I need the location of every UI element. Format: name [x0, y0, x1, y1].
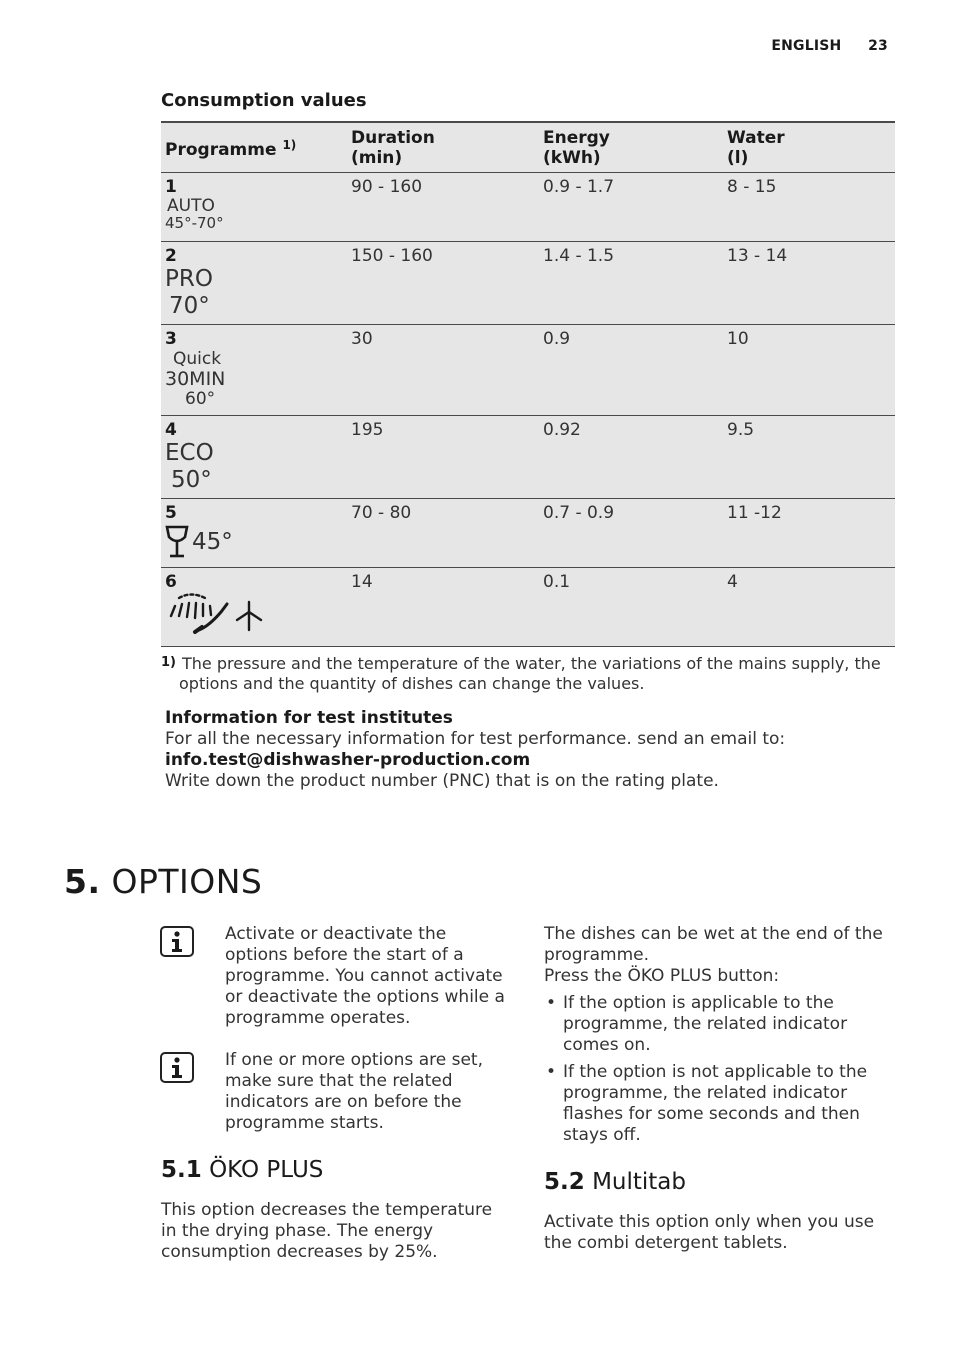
header-energy — [539, 122, 723, 173]
header-duration-l2: (min) — [351, 148, 403, 168]
programme-cell — [161, 499, 347, 568]
water-cell: 4 — [723, 568, 895, 647]
programme-cell — [161, 416, 347, 499]
programme-symbol-quick: Quick — [173, 349, 222, 369]
list-item: • If the option is applicable to the programme, the related indicator comes on. — [544, 993, 889, 1056]
duration-cell: 150 - 160 — [347, 242, 539, 325]
programme-temperature: 70° — [169, 293, 210, 319]
subsection-oko-plus-title — [161, 1157, 323, 1183]
duration-cell: 30 — [347, 325, 539, 416]
table-row — [161, 325, 895, 416]
energy-cell: 0.9 - 1.7 — [539, 173, 723, 242]
programme-cell — [161, 173, 347, 242]
table-row — [161, 568, 895, 647]
language-label: ENGLISH — [771, 38, 842, 54]
table-row — [161, 242, 895, 325]
note-1-text: Activate or deactivate the options before the start of a programme. You cannot activate or deactivate the options while a programme operates. — [225, 924, 505, 1028]
section-name: OPTIONS — [111, 862, 263, 901]
table-row — [161, 173, 895, 242]
duration-cell: 90 - 160 — [347, 173, 539, 242]
programme-symbol-glass — [165, 525, 343, 559]
header-programme — [161, 122, 347, 173]
programme-number: 5 — [165, 503, 177, 523]
info-note-1 — [160, 924, 505, 1034]
footnote-mark: 1) — [161, 655, 176, 670]
info-note-2 — [160, 1050, 505, 1140]
test-institute-info — [165, 708, 785, 792]
oko-plus-bullet-list — [544, 993, 889, 1146]
water-cell: 8 - 15 — [723, 173, 895, 242]
info-title: Information for test institutes — [165, 708, 453, 728]
subsection-number: 5.1 — [161, 1157, 202, 1183]
header-water-l2: (l) — [727, 148, 749, 168]
header-duration-l1: Duration — [351, 128, 435, 148]
note-2-text: If one or more options are set, make sure that the related indicators are on before the programme starts. — [225, 1050, 483, 1133]
table-header-row — [161, 122, 895, 173]
programme-symbol-30min: 30MIN — [165, 368, 226, 390]
header-water-l1: Water — [727, 128, 785, 148]
duration-cell: 195 — [347, 416, 539, 499]
header-water — [723, 122, 895, 173]
footnote-text: The pressure and the temperature of the water, the variations of the mains supply, the options and the quantity of dishes can change the values. — [179, 654, 881, 693]
list-item: • If the option is not applicable to the programme, the related indicator flashes for some seconds and then stays off. — [544, 1062, 889, 1146]
subsection-multitab-title — [544, 1169, 686, 1195]
table-caption: Consumption values — [161, 90, 367, 111]
programme-temperature: 60° — [185, 389, 216, 409]
programme-symbol-pro: PRO — [165, 266, 213, 292]
multitab-body: Activate this option only when you use the combi detergent tablets. — [544, 1212, 875, 1253]
programme-number: 1 — [165, 177, 177, 197]
header-energy-l2: (kWh) — [543, 148, 601, 168]
oko-plus-paragraph-2: Press the ÖKO PLUS button: — [544, 966, 780, 986]
energy-cell: 1.4 - 1.5 — [539, 242, 723, 325]
water-cell: 11 -12 — [723, 499, 895, 568]
water-cell: 10 — [723, 325, 895, 416]
duration-cell: 14 — [347, 568, 539, 647]
table-row — [161, 416, 895, 499]
info-line2: Write down the product number (PNC) that is on the rating plate. — [165, 771, 719, 791]
info-line1: For all the necessary information for test performance. send an email to: — [165, 729, 786, 749]
oko-plus-paragraph-1: The dishes can be wet at the end of the programme. — [544, 924, 883, 965]
page-number: 23 — [868, 38, 888, 54]
rinse-and-hold-icon — [165, 592, 265, 638]
section-number: 5. — [64, 862, 101, 901]
subsection-number: 5.2 — [544, 1169, 585, 1195]
wine-glass-icon — [165, 525, 189, 559]
info-email: info.test@dishwasher-production.com — [165, 750, 531, 770]
programme-cell — [161, 325, 347, 416]
programme-number: 6 — [165, 572, 177, 592]
energy-cell: 0.92 — [539, 416, 723, 499]
section-title — [64, 862, 262, 901]
water-cell: 13 - 14 — [723, 242, 895, 325]
duration-cell: 70 - 80 — [347, 499, 539, 568]
oko-plus-body: This option decreases the temperature in the drying phase. The energy consumption decreases by 25%. — [161, 1200, 493, 1262]
subsection-name: Multitab — [592, 1169, 686, 1195]
water-cell: 9.5 — [723, 416, 895, 499]
subsection-name: ÖKO PLUS — [209, 1157, 324, 1183]
programme-symbol-eco: ECO — [165, 440, 214, 466]
table-footnote — [161, 654, 891, 694]
programme-cell — [161, 568, 347, 647]
page-header — [771, 38, 888, 54]
info-icon — [160, 1052, 194, 1083]
info-icon — [160, 926, 194, 957]
header-duration — [347, 122, 539, 173]
programme-number: 4 — [165, 420, 177, 440]
consumption-table — [161, 121, 895, 647]
header-energy-l1: Energy — [543, 128, 610, 148]
programme-temperature: 45°-70° — [165, 214, 224, 232]
table-row — [161, 499, 895, 568]
oko-plus-right-column — [544, 924, 889, 1146]
header-programme-label: Programme — [165, 139, 277, 160]
programme-symbol-auto: AUTO — [167, 196, 215, 216]
programme-temperature: 50° — [171, 467, 212, 493]
programme-number: 2 — [165, 246, 177, 266]
programme-cell — [161, 242, 347, 325]
energy-cell: 0.9 — [539, 325, 723, 416]
energy-cell: 0.7 - 0.9 — [539, 499, 723, 568]
programme-number: 3 — [165, 329, 177, 349]
energy-cell: 0.1 — [539, 568, 723, 647]
header-footnote-mark: 1) — [282, 137, 297, 152]
programme-temperature: 45° — [192, 528, 233, 555]
